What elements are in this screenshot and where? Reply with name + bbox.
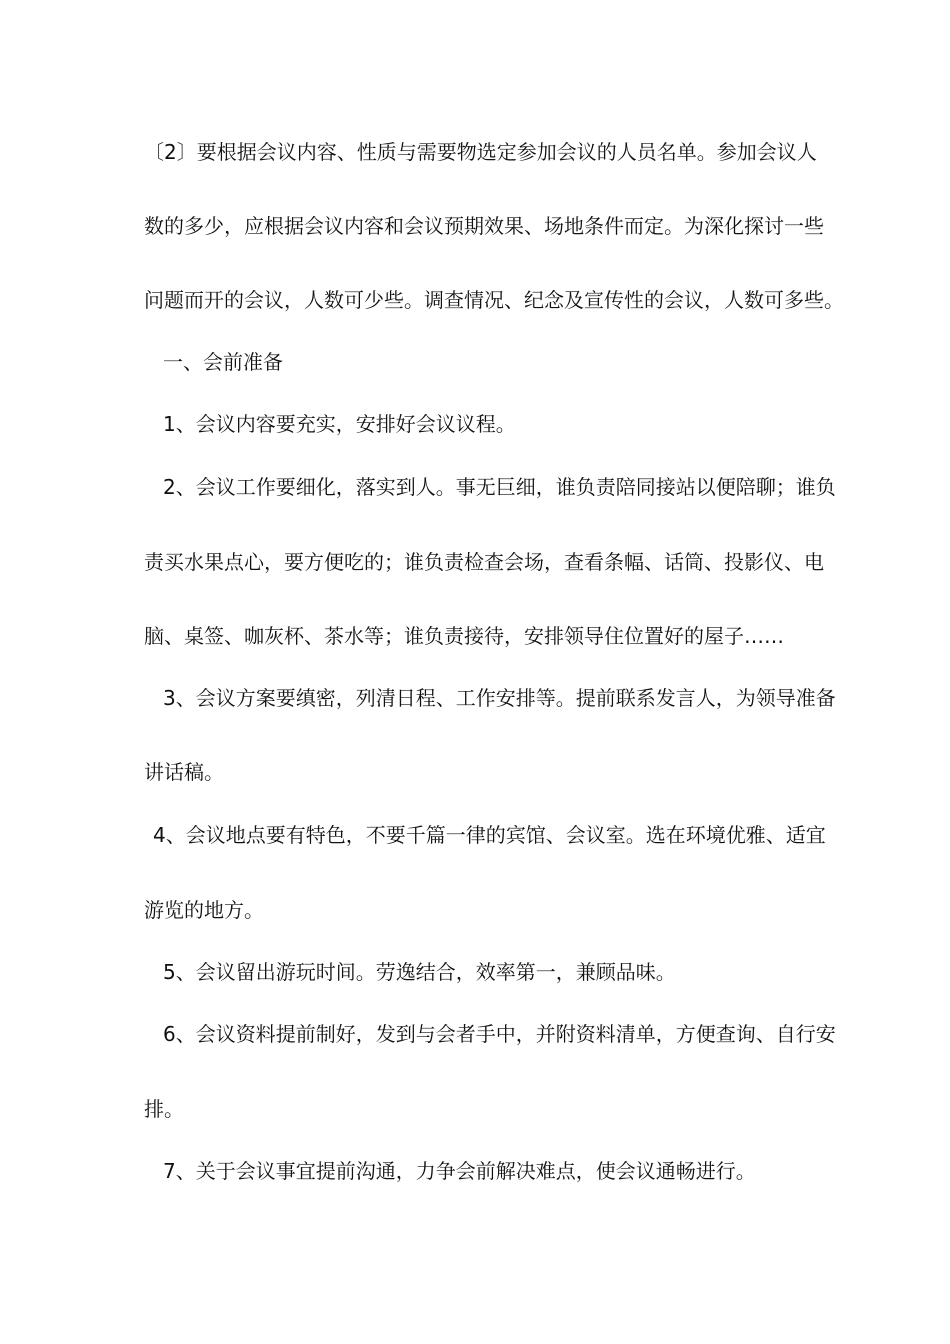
list-item: 6、会议资料提前制好，发到与会者手中，并附资料清单，方便查询、自行安 bbox=[163, 1022, 836, 1046]
paragraph-line: 问题而开的会议，人数可少些。调查情况、纪念及宣传性的会议，人数可多些。 bbox=[144, 288, 844, 312]
list-item: 3、会议方案要缜密，列清日程、工作安排等。提前联系发言人，为领导准备 bbox=[163, 686, 836, 710]
paragraph-line: 数的多少，应根据会议内容和会议预期效果、场地条件而定。为深化探讨一些 bbox=[144, 214, 824, 238]
paragraph-line: 脑、桌签、咖灰杯、茶水等；谁负责接待，安排领导住位置好的屋子…… bbox=[144, 624, 784, 648]
list-item: 1、会议内容要充实，安排好会议议程。 bbox=[163, 412, 516, 436]
list-item: 7、关于会议事宜提前沟通，力争会前解决难点，使会议通畅进行。 bbox=[163, 1159, 756, 1183]
paragraph-line: 游览的地方。 bbox=[144, 898, 264, 922]
list-item: 2、会议工作要细化，落实到人。事无巨细，谁负责陪同接站以便陪聊；谁负 bbox=[163, 475, 836, 499]
paragraph-line: 责买水果点心，要方便吃的；谁负责检查会场，查看条幅、话筒、投影仪、电 bbox=[144, 550, 824, 574]
paragraph-line: 〔2〕要根据会议内容、性质与需要物选定参加会议的人员名单。参加会议人 bbox=[144, 140, 817, 164]
list-item: 5、会议留出游玩时间。劳逸结合，效率第一，兼顾品味。 bbox=[163, 960, 676, 984]
section-heading: 一、会前准备 bbox=[163, 350, 283, 374]
list-item: 4、会议地点要有特色，不要千篇一律的宾馆、会议室。选在环境优雅、适宜 bbox=[153, 823, 826, 847]
paragraph-line: 排。 bbox=[144, 1097, 184, 1121]
paragraph-line: 讲话稿。 bbox=[144, 760, 224, 784]
